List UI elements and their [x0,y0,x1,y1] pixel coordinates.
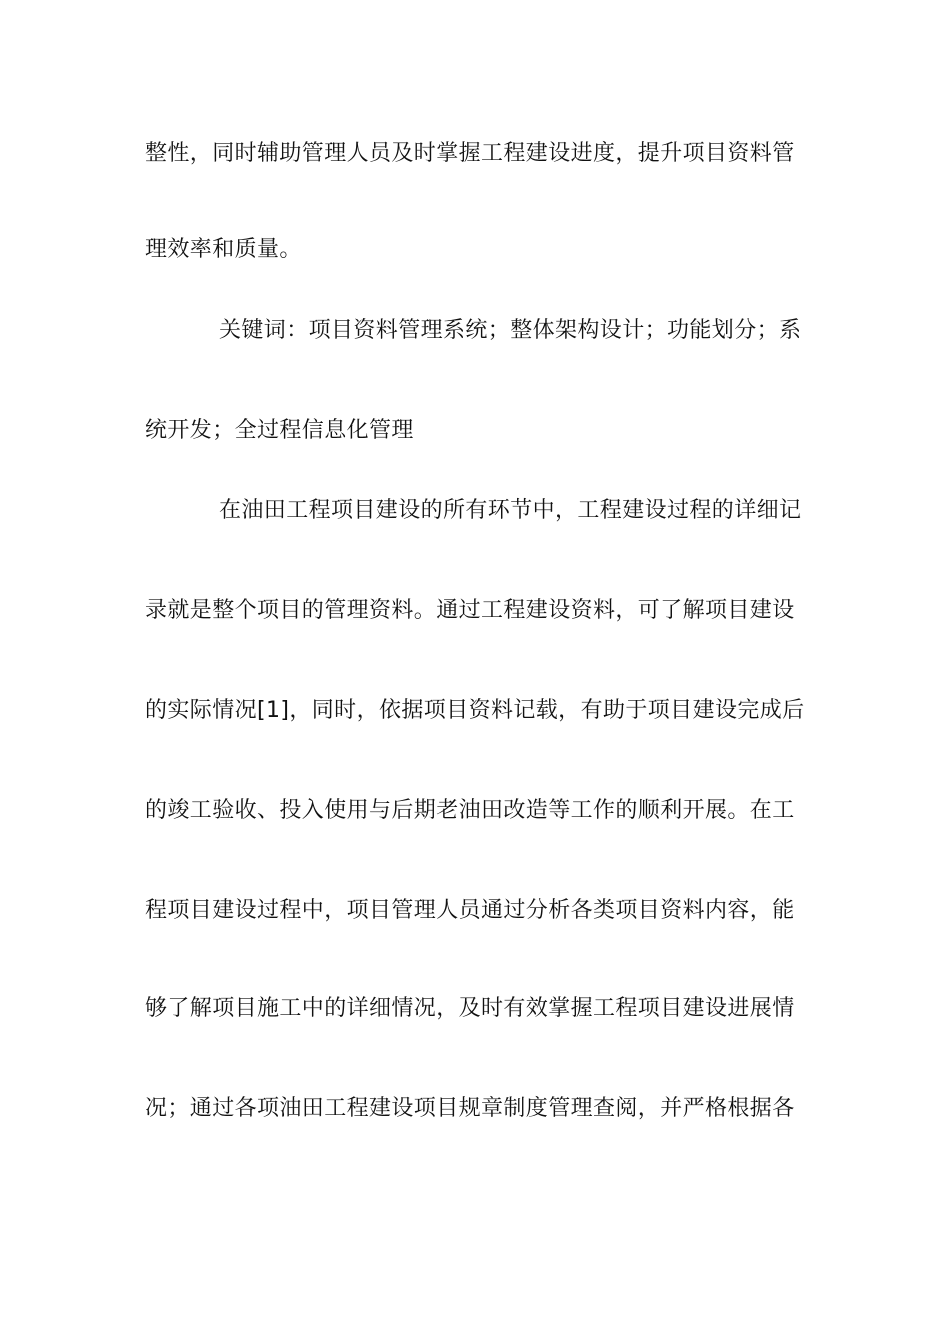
body-text-line: 录就是整个项目的管理资料。通过工程建设资料，可了解项目建设 [145,598,795,623]
body-text-line: 在油田工程项目建设的所有环节中，工程建设过程的详细记 [219,498,802,523]
body-text-line: 够了解项目施工中的详细情况，及时有效掌握工程项目建设进展情 [145,996,795,1021]
keywords-line: 统开发；全过程信息化管理 [145,418,414,443]
body-text-line: 程项目建设过程中，项目管理人员通过分析各类项目资料内容，能 [145,898,795,923]
body-text-line: 理效率和质量。 [145,237,302,262]
keywords-line: 关键词：项目资料管理系统；整体架构设计；功能划分；系 [219,318,802,343]
body-text-line: 整性，同时辅助管理人员及时掌握工程建设进度，提升项目资料管 [145,141,795,166]
body-text-line: 的竣工验收、投入使用与后期老油田改造等工作的顺利开展。在工 [145,798,795,823]
body-text-line: 况；通过各项油田工程建设项目规章制度管理查阅，并严格根据各 [145,1096,795,1121]
body-text-line: 的实际情况[1]，同时，依据项目资料记载，有助于项目建设完成后 [145,698,805,723]
